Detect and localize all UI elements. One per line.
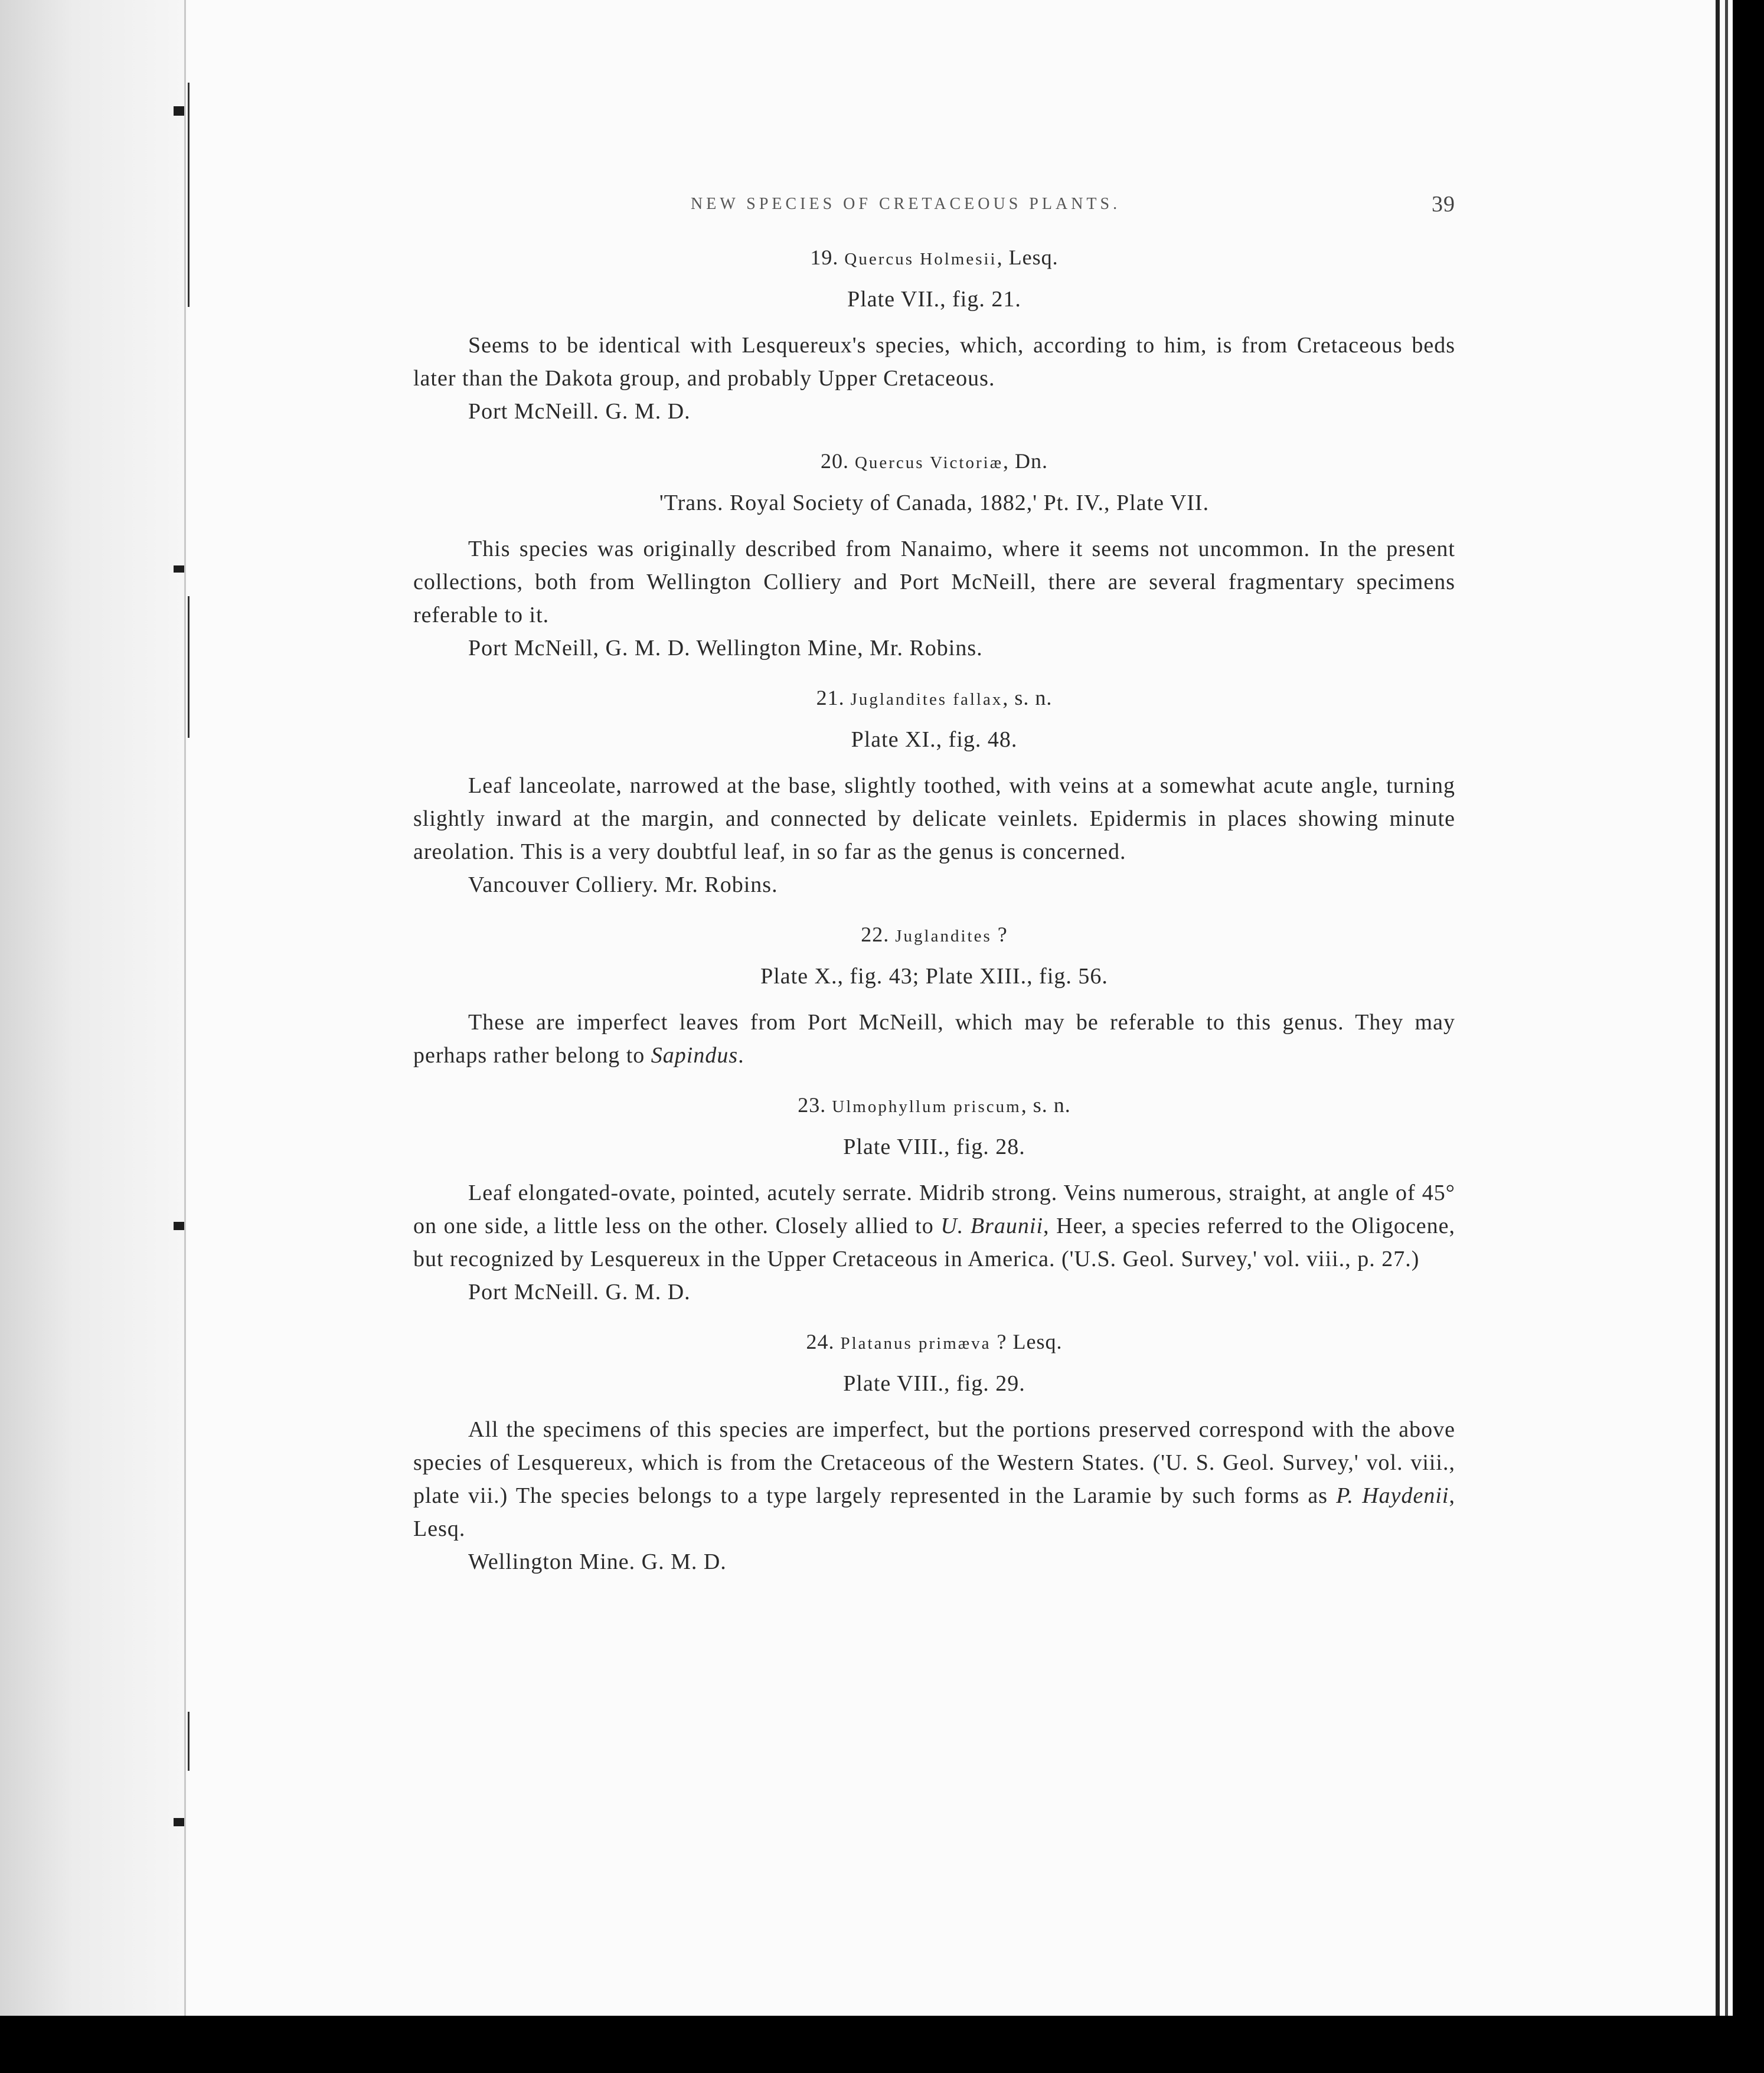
page-number: 39 (1432, 192, 1455, 217)
species-heading (413, 681, 1455, 716)
species-description: This species was originally described from Nanaimo, where it seems not uncommon. In the present collections, both from Wellington Colliery and Port McNeill, there are several fragmentary specimens referable to it. (413, 537, 1455, 627)
locality: Port McNeill. G. M. D. (468, 1280, 691, 1304)
binding-mark (174, 1222, 184, 1230)
taxon-italic: Sapindus (651, 1043, 739, 1068)
binding-mark (174, 565, 184, 573)
taxon-italic: P. Haydenii (1336, 1483, 1449, 1508)
plate-reference: Plate XI., fig. 48. (851, 727, 1018, 752)
species-number: 20. (820, 449, 849, 473)
species-heading (413, 444, 1455, 479)
page-edge-line (1716, 0, 1720, 2016)
species-authority: ? (991, 923, 1008, 946)
page-text (413, 188, 1455, 1589)
species-number: 19. (810, 246, 839, 269)
plate-reference: 'Trans. Royal Society of Canada, 1882,' Pt. IV., Plate VII. (659, 491, 1210, 515)
species-description (413, 1176, 1455, 1276)
description-text: These are imperfect leaves from Port McNeill, which may be referable to this genus. They may perhaps rather belong to (413, 1010, 1455, 1068)
plate-reference: Plate VIII., fig. 28. (843, 1134, 1025, 1159)
description-text: , Heer, a species referred to the Oligocene, but recognized by Lesquereux in the Upper Cretaceous in America. ('U.S. Geol. Survey,' vol. viii., p. 27.) (413, 1214, 1456, 1271)
species-name: Quercus Holmesii (844, 250, 997, 269)
species-description (413, 1006, 1455, 1072)
species-authority: , Dn. (1003, 449, 1048, 473)
binding-mark (174, 1818, 184, 1826)
taxon-italic: U. Braunii (940, 1214, 1044, 1238)
species-number: 23. (798, 1093, 827, 1117)
locality: Vancouver Colliery. Mr. Robins. (468, 872, 778, 897)
locality: Port McNeill. G. M. D. (468, 399, 691, 424)
binding-mark (174, 106, 184, 116)
page-gutter (0, 0, 184, 2016)
species-description: Seems to be identical with Lesquereux's species, which, according to him, is from Cretaceous beds later than the Dakota group, and probably Upper Cretaceous. (413, 333, 1455, 391)
binding-line (188, 1712, 190, 1771)
description-text: , Lesq. (413, 1483, 1455, 1541)
description-text: . (738, 1043, 744, 1068)
species-authority: ? Lesq. (991, 1330, 1063, 1353)
species-name: Ulmophyllum priscum (832, 1097, 1021, 1116)
species-name: Quercus Victoriæ (854, 453, 1004, 472)
running-header (413, 188, 1455, 221)
species-authority: , s. n. (1021, 1093, 1071, 1117)
species-authority: , s. n. (1002, 686, 1053, 709)
species-authority: , Lesq. (997, 246, 1059, 269)
species-name: Platanus primæva (840, 1334, 991, 1353)
scan-border-bottom (0, 2016, 1764, 2073)
plate-reference: Plate VIII., fig. 29. (843, 1371, 1025, 1396)
locality: Port McNeill, G. M. D. Wellington Mine, Mr. Robins. (468, 636, 983, 661)
species-number: 24. (806, 1330, 835, 1353)
species-number: 22. (861, 923, 890, 946)
plate-reference: Plate VII., fig. 21. (847, 287, 1021, 312)
binding-line (188, 596, 190, 738)
running-head: NEW SPECIES OF CRETACEOUS PLANTS. (691, 195, 1121, 213)
description-text: All the specimens of this species are imperfect, but the portions preserved correspond with the above species of Lesquereux, which is from the Cretaceous of the Western States. ('U. S. Geol. Survey,' vol. viii., plate vii.) The species belongs to a type largely represented in the Laramie by such forms as (413, 1417, 1455, 1508)
species-heading (413, 241, 1455, 276)
species-description: Leaf lanceolate, narrowed at the base, slightly toothed, with veins at a somewhat acute angle, turning slightly inward at the margin, and connected by delicate veinlets. Epidermis in places showing minute areolation. This is a very doubtful leaf, in so far as the genus is concerned. (413, 773, 1455, 864)
description-text: Leaf elongated-ovate, pointed, acutely serrate. Midrib strong. Veins numerous, straight, at angle of 45° on one side, a little less on the other. Closely allied to (413, 1181, 1455, 1238)
species-description (413, 1413, 1455, 1545)
scan-border (1733, 0, 1764, 2073)
species-name: Juglandites (895, 927, 992, 946)
species-heading (413, 918, 1455, 953)
plate-reference: Plate X., fig. 43; Plate XIII., fig. 56. (760, 964, 1108, 989)
species-heading (413, 1088, 1455, 1123)
species-name: Juglandites fallax (850, 690, 1003, 709)
locality: Wellington Mine. G. M. D. (468, 1549, 727, 1574)
species-heading (413, 1325, 1455, 1360)
page-edge-line (1725, 0, 1728, 2016)
page-fold-line (184, 0, 186, 2016)
species-number: 21. (816, 686, 845, 709)
binding-line (188, 83, 190, 307)
